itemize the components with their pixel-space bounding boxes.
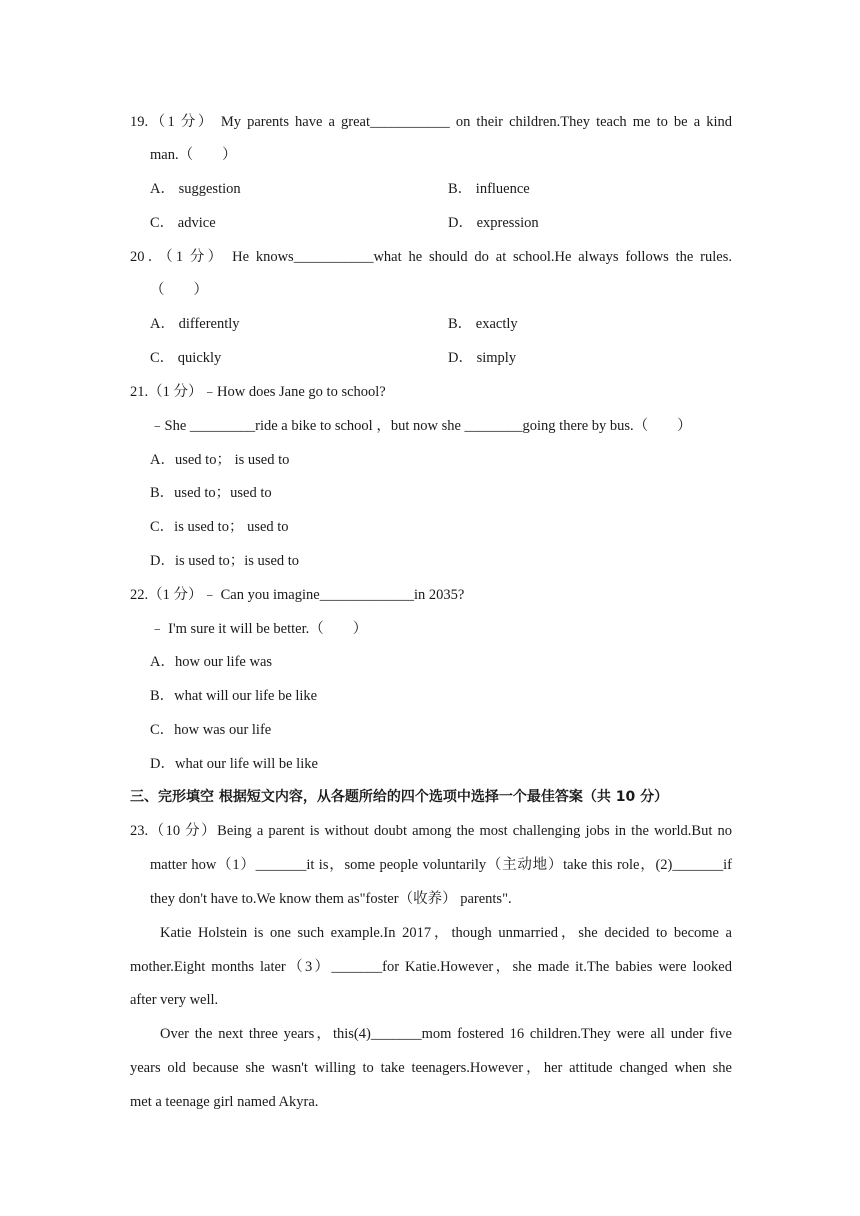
- q21-option-b[interactable]: B．used to；used to: [150, 485, 272, 501]
- q23-paragraph3-line2: years old because she wasn't willing to take teenagers.However，her attitude changed when she: [130, 1060, 732, 1076]
- q20-option-a[interactable]: A． differently: [150, 316, 240, 332]
- q21-stem-line2: ﹣She _________ride a bike to school ，but now she ________going there by bus.（ ）: [150, 418, 692, 434]
- q22-option-a[interactable]: A．how our life was: [150, 654, 273, 670]
- q21-option-c[interactable]: C．is used to； used to: [150, 519, 289, 535]
- q22-option-b[interactable]: B．what will our life be like: [150, 688, 318, 704]
- q22-option-c[interactable]: C．how was our life: [150, 722, 272, 738]
- q21-stem-line1: 21.（1 分）﹣How does Jane go to school?: [130, 384, 386, 400]
- q22-option-d[interactable]: D．what our life will be like: [150, 756, 318, 772]
- q19-option-a[interactable]: A． suggestion: [150, 181, 241, 197]
- q23-stem-line2: matter how（1）_______it is，some people voluntarily（主动地）take this role，(2)_______if: [150, 857, 732, 873]
- q23-paragraph2-line2: mother.Eight months later（3）_______for Katie.However，she made it.The babies were looked: [130, 959, 732, 975]
- q20-stem-line2: （ ）: [150, 282, 208, 298]
- section-heading-cloze: 三、完形填空 根据短文内容，从各题所给的四个选项中选择一个最佳答案（共 10 分）: [130, 789, 669, 805]
- q23-paragraph2-line1: Katie Holstein is one such example.In 2017，though unmarried，she decided to become a: [160, 925, 732, 941]
- q23-stem-line1: 23.（10 分）Being a parent is without doubt among the most challenging jobs in the world.But no: [130, 823, 732, 839]
- q20-option-d[interactable]: D． simply: [448, 350, 517, 366]
- q19-stem-line1: 19.（1 分） My parents have a great___________ on their children.They teach me to be a kind: [130, 114, 732, 130]
- q23-stem-line3: they don't have to.We know them as"foster（收养） parents".: [150, 891, 512, 907]
- q23-paragraph3-line1: Over the next three years，this(4)_______mom fostered 16 children.They were all under five: [160, 1026, 732, 1042]
- q19-option-b[interactable]: B． influence: [448, 181, 530, 197]
- q20-option-b[interactable]: B． exactly: [448, 316, 518, 332]
- q19-option-c[interactable]: C． advice: [150, 215, 216, 231]
- q19-option-d[interactable]: D． expression: [448, 215, 539, 231]
- q20-stem-line1: 20．（1 分） He knows___________what he should do at school.He always follows the rules.: [130, 249, 732, 265]
- q20-option-c[interactable]: C． quickly: [150, 350, 222, 366]
- q22-stem-line2: ﹣ I'm sure it will be better.（ ）: [150, 621, 368, 637]
- q23-paragraph2-line3: after very well.: [130, 992, 219, 1008]
- q19-stem-line2: man.（ ）: [150, 147, 237, 163]
- q23-paragraph3-line3: met a teenage girl named Akyra.: [130, 1094, 319, 1110]
- q21-option-a[interactable]: A．used to； is used to: [150, 452, 290, 468]
- q21-option-d[interactable]: D．is used to；is used to: [150, 553, 300, 569]
- q22-stem-line1: 22.（1 分）﹣ Can you imagine_____________in 2035?: [130, 587, 465, 603]
